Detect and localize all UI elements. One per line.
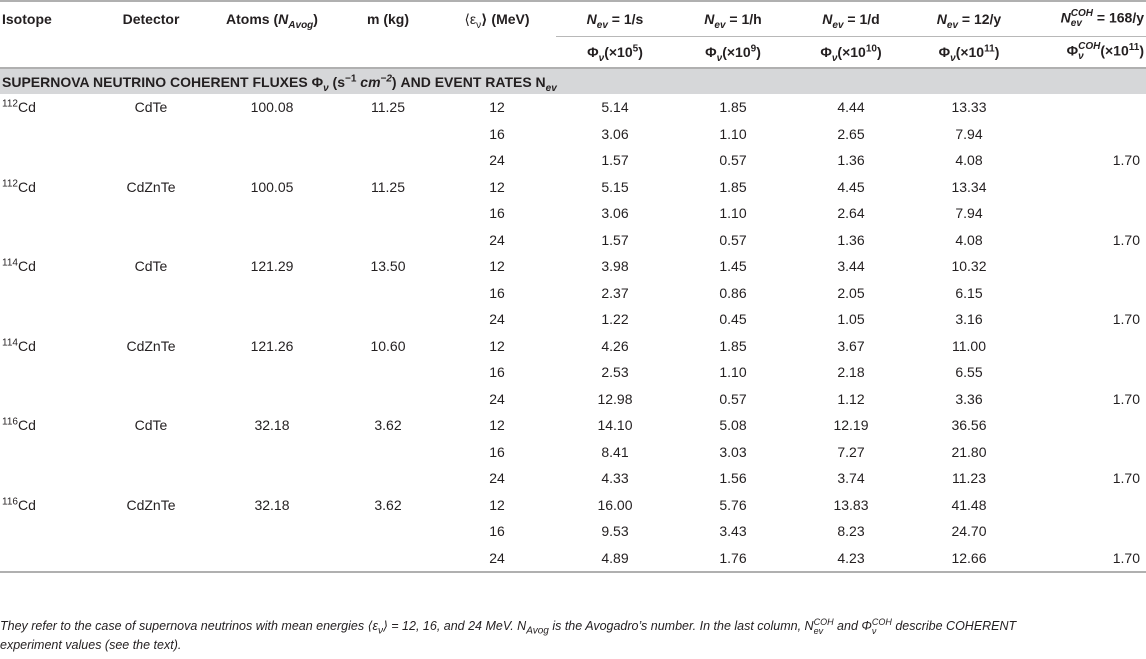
table-row: [0, 359, 1146, 386]
energy-cell: 24: [489, 231, 505, 248]
coh-flux-cell: [1028, 518, 1146, 545]
coh-flux-cell: [1028, 412, 1146, 439]
atoms-cell: 100.08: [250, 99, 294, 116]
table-row: [0, 121, 1146, 148]
empty-cell: [338, 386, 438, 413]
flux-cell: 1.85: [719, 178, 747, 195]
flux-cell: 16.00: [597, 496, 633, 513]
isotope-element: Cd: [17, 417, 36, 434]
empty-cell: [206, 465, 338, 492]
header-rate-coh: N COH ev = 168/y: [1028, 1, 1146, 37]
empty-cell: [206, 121, 338, 148]
flux-cell: 0.57: [719, 390, 747, 407]
flux-cell: 13.34: [951, 178, 987, 195]
energy-cell: 24: [489, 152, 505, 169]
table-body: [0, 68, 1146, 572]
flux-cell: 11.00: [952, 337, 986, 354]
mass-cell: 3.62: [374, 417, 402, 434]
detector-cell: CdTe: [134, 99, 168, 116]
flux-cell: 0.57: [719, 152, 747, 169]
energy-cell: 24: [489, 470, 505, 487]
empty-cell: [96, 359, 206, 386]
empty-cell: [338, 545, 438, 573]
flux-cell: 21.80: [951, 443, 987, 460]
flux-cell: 5.15: [601, 178, 629, 195]
energy-cell: 12: [489, 99, 505, 116]
isotope-element: Cd: [17, 258, 36, 275]
header-flux-1d: $\Phi_\nu(\times 10^{10})$: [792, 37, 910, 69]
flux-cell: 3.43: [719, 523, 747, 540]
header-isotope: Isotope: [0, 1, 96, 37]
header-flux-coh: Φ COH ν $(\times 10^{11})$: [1028, 37, 1146, 69]
flux-cell: 0.45: [719, 311, 747, 328]
flux-cell: 6.55: [955, 364, 983, 381]
empty-cell: [206, 200, 338, 227]
empty-cell: [96, 147, 206, 174]
table-header: [0, 1, 1146, 68]
flux-cell: 1.85: [719, 337, 747, 354]
header-energy: $⟨\varepsilon_\nu⟩$ (MeV): [438, 1, 556, 37]
flux-cell: 7.94: [955, 205, 983, 222]
flux-cell: 8.23: [837, 523, 865, 540]
flux-cell: 1.57: [601, 152, 629, 169]
flux-cell: 7.94: [955, 125, 983, 142]
coh-flux-cell: [1028, 280, 1146, 307]
flux-cell: 1.10: [719, 125, 747, 142]
energy-cell: 16: [489, 443, 505, 460]
coh-flux-cell: [1028, 253, 1146, 280]
coh-flux-cell: 1.70: [1112, 152, 1140, 169]
coh-flux-cell: [1028, 439, 1146, 466]
table-row: [0, 253, 1146, 280]
header-flux-12y: $\Phi_\nu(\times 10^{11})$: [910, 37, 1028, 69]
section-title: SUPERNOVA NEUTRINO COHERENT FLUXES $\Phi_\nu$ ($s^{-1}$ $cm^{-2}$) AND EVENT RATES $N_{ev}$: [0, 68, 1146, 94]
table-row: [0, 280, 1146, 307]
coh-flux-cell: [1028, 174, 1146, 201]
flux-cell: 3.16: [955, 311, 983, 328]
flux-cell: 1.85: [719, 99, 747, 116]
header-flux-1s: $\Phi_\nu(\times 10^5)$: [556, 37, 674, 69]
flux-cell: 24.70: [951, 523, 987, 540]
empty-cell: [206, 359, 338, 386]
empty-cell: [0, 439, 96, 466]
empty-cell: [338, 227, 438, 254]
empty-cell: [338, 465, 438, 492]
section-header-row: [0, 68, 1146, 94]
energy-cell: 16: [489, 284, 505, 301]
empty-cell: [338, 518, 438, 545]
isotope-mass-number: 116: [2, 496, 18, 508]
mass-cell: 3.62: [374, 496, 402, 513]
isotope-mass-number: 114: [2, 257, 18, 269]
atoms-cell: 100.05: [250, 178, 294, 195]
flux-cell: 12.66: [910, 545, 1028, 573]
empty-cell: [96, 518, 206, 545]
table-row: [0, 492, 1146, 519]
empty-cell: [338, 306, 438, 333]
flux-cell: 10.32: [951, 258, 987, 275]
flux-cell: 36.56: [951, 417, 987, 434]
mass-cell: 10.60: [370, 337, 406, 354]
empty-cell: [0, 227, 96, 254]
energy-cell: 24: [438, 545, 556, 573]
flux-cell: 13.33: [951, 99, 987, 116]
atoms-cell: 32.18: [254, 496, 290, 513]
empty-cell: [206, 306, 338, 333]
isotope-mass-number: 112: [2, 178, 18, 190]
isotope-cell: [0, 253, 96, 280]
flux-cell: 4.08: [955, 231, 983, 248]
flux-cell: 11.23: [952, 470, 986, 487]
isotope-element: Cd: [17, 496, 36, 513]
mass-cell: 13.50: [370, 258, 406, 275]
flux-cell: 12.19: [833, 417, 869, 434]
table-row: [0, 386, 1146, 413]
detector-cell: CdZnTe: [126, 337, 176, 354]
coh-flux-cell: [1028, 94, 1146, 121]
isotope-cell: [0, 492, 96, 519]
empty-cell: [0, 518, 96, 545]
table-row: [0, 412, 1146, 439]
isotope-cell: [0, 94, 96, 121]
isotope-mass-number: 114: [2, 337, 18, 349]
empty-cell: [96, 545, 206, 573]
flux-cell: 4.26: [601, 337, 629, 354]
isotope-element: Cd: [17, 337, 36, 354]
energy-cell: 24: [489, 311, 505, 328]
empty-cell: [0, 280, 96, 307]
flux-cell: 8.41: [601, 443, 629, 460]
isotope-mass-number: 116: [2, 416, 18, 428]
flux-cell: 4.89: [556, 545, 674, 573]
flux-cell: 4.08: [955, 152, 983, 169]
empty-cell: [338, 359, 438, 386]
coh-flux-cell: 1.70: [1112, 311, 1140, 328]
flux-cell: 4.44: [837, 99, 865, 116]
empty-cell: [206, 227, 338, 254]
empty-cell: [338, 147, 438, 174]
header-flux-1h: $\Phi_\nu(\times 10^9)$: [674, 37, 792, 69]
empty-cell: [0, 121, 96, 148]
empty-cell: [96, 306, 206, 333]
coh-flux-cell: [1028, 200, 1146, 227]
energy-cell: 12: [489, 258, 505, 275]
flux-cell: 13.83: [833, 496, 869, 513]
empty-cell: [0, 359, 96, 386]
empty-cell: [96, 280, 206, 307]
flux-cell: 4.45: [837, 178, 865, 195]
empty-cell: [338, 121, 438, 148]
table-row: [0, 518, 1146, 545]
flux-cell: 14.10: [597, 417, 633, 434]
coh-flux-cell: [1028, 121, 1146, 148]
empty-cell: [0, 306, 96, 333]
empty-cell: [96, 121, 206, 148]
empty-cell: [206, 518, 338, 545]
header-rate-1s: $N_{ev} = 1/s$: [556, 1, 674, 37]
coh-flux-cell: 1.70: [1028, 545, 1146, 573]
table-row: [0, 545, 1146, 573]
empty-cell: [338, 280, 438, 307]
atoms-cell: 121.26: [250, 337, 294, 354]
flux-cell: 1.57: [601, 231, 629, 248]
energy-cell: 12: [489, 337, 505, 354]
isotope-element: Cd: [17, 178, 36, 195]
flux-cell: 4.33: [601, 470, 629, 487]
flux-cell: 5.08: [719, 417, 747, 434]
flux-cell: 2.05: [837, 284, 865, 301]
header-rate-12y: $N_{ev} = 12/y$: [910, 1, 1028, 37]
coh-flux-cell: 1.70: [1112, 390, 1140, 407]
flux-cell: 9.53: [601, 523, 629, 540]
detector-cell: CdZnTe: [126, 496, 176, 513]
isotope-cell: [0, 333, 96, 360]
flux-cell: 1.10: [719, 205, 747, 222]
isotope-cell: [0, 412, 96, 439]
flux-cell: 1.05: [837, 311, 865, 328]
table-row: [0, 306, 1146, 333]
flux-cell: 1.36: [837, 152, 865, 169]
flux-cell: 6.15: [955, 284, 983, 301]
table-footnote: They refer to the case of supernova neutrinos with mean energies $⟨\varepsilon_\nu⟩ = 12$, 16, and 24 MeV. $N_{Avog}$ is the Avogadro’s number. In the last column, N COH ev and Φ COH ν describe COHERENT experiment values (see the text).: [0, 616, 1017, 652]
empty-cell: [206, 439, 338, 466]
table-row: [0, 439, 1146, 466]
header-atoms: Atoms $(N_{Avog})$: [206, 1, 338, 37]
flux-cell: 3.44: [837, 258, 865, 275]
table-row: [0, 333, 1146, 360]
table-row: [0, 465, 1146, 492]
table-row: [0, 147, 1146, 174]
flux-cell: 12.98: [597, 390, 633, 407]
flux-cell: 41.48: [951, 496, 987, 513]
energy-cell: 24: [489, 390, 505, 407]
energy-cell: 12: [489, 496, 505, 513]
mass-cell: 11.25: [371, 178, 405, 195]
empty-cell: [206, 545, 338, 573]
empty-cell: [96, 200, 206, 227]
empty-cell: [206, 280, 338, 307]
isotope-element: Cd: [17, 99, 36, 116]
header-rate-1h: $N_{ev} = 1/h$: [674, 1, 792, 37]
flux-cell: 1.76: [674, 545, 792, 573]
flux-cell: 5.14: [601, 99, 629, 116]
flux-cell: 3.67: [837, 337, 865, 354]
mass-cell: 11.25: [371, 99, 405, 116]
empty-cell: [338, 439, 438, 466]
empty-cell: [0, 386, 96, 413]
flux-cell: 1.56: [719, 470, 747, 487]
energy-cell: 12: [489, 178, 505, 195]
flux-cell: 2.64: [837, 205, 865, 222]
header-mass: m (kg): [338, 1, 438, 37]
header-detector: Detector: [96, 1, 206, 37]
flux-cell: 1.10: [719, 364, 747, 381]
energy-cell: 16: [489, 125, 505, 142]
table-row: [0, 174, 1146, 201]
flux-cell: 0.86: [719, 284, 747, 301]
table-row: [0, 227, 1146, 254]
flux-cell: 1.45: [719, 258, 747, 275]
energy-cell: 16: [489, 205, 505, 222]
flux-cell: 3.36: [955, 390, 983, 407]
empty-cell: [206, 147, 338, 174]
empty-cell: [0, 200, 96, 227]
empty-cell: [96, 439, 206, 466]
flux-cell: 5.76: [719, 496, 747, 513]
flux-cell: 2.18: [837, 364, 865, 381]
flux-cell: 1.22: [601, 311, 629, 328]
flux-cell: 3.98: [601, 258, 629, 275]
flux-cell: 7.27: [837, 443, 865, 460]
coh-flux-cell: [1028, 359, 1146, 386]
detector-cell: CdZnTe: [126, 178, 176, 195]
table-row: [0, 94, 1146, 121]
table-row: [0, 200, 1146, 227]
atoms-cell: 32.18: [254, 417, 290, 434]
empty-cell: [0, 545, 96, 573]
flux-cell: 4.23: [792, 545, 910, 573]
empty-cell: [206, 386, 338, 413]
empty-cell: [96, 227, 206, 254]
header-rate-1d: $N_{ev} = 1/d$: [792, 1, 910, 37]
empty-cell: [96, 465, 206, 492]
atoms-cell: 121.29: [250, 258, 294, 275]
flux-cell: 2.65: [837, 125, 865, 142]
flux-cell: 1.36: [837, 231, 865, 248]
flux-cell: 2.37: [601, 284, 629, 301]
empty-cell: [0, 465, 96, 492]
flux-cell: 3.74: [837, 470, 865, 487]
isotope-mass-number: 112: [2, 98, 18, 110]
flux-cell: 3.03: [719, 443, 747, 460]
flux-cell: 1.12: [837, 390, 865, 407]
energy-cell: 16: [489, 523, 505, 540]
flux-cell: 2.53: [601, 364, 629, 381]
flux-cell: 3.06: [601, 205, 629, 222]
coh-flux-cell: [1028, 333, 1146, 360]
empty-cell: [0, 147, 96, 174]
detector-cell: CdTe: [134, 417, 168, 434]
energy-cell: 12: [489, 417, 505, 434]
empty-cell: [96, 386, 206, 413]
coh-flux-cell: 1.70: [1112, 231, 1140, 248]
coh-flux-cell: 1.70: [1112, 470, 1140, 487]
empty-cell: [338, 200, 438, 227]
flux-cell: 3.06: [601, 125, 629, 142]
energy-cell: 16: [489, 364, 505, 381]
detector-cell: CdTe: [134, 258, 168, 275]
isotope-cell: [0, 174, 96, 201]
coh-flux-cell: [1028, 492, 1146, 519]
flux-cell: 0.57: [719, 231, 747, 248]
